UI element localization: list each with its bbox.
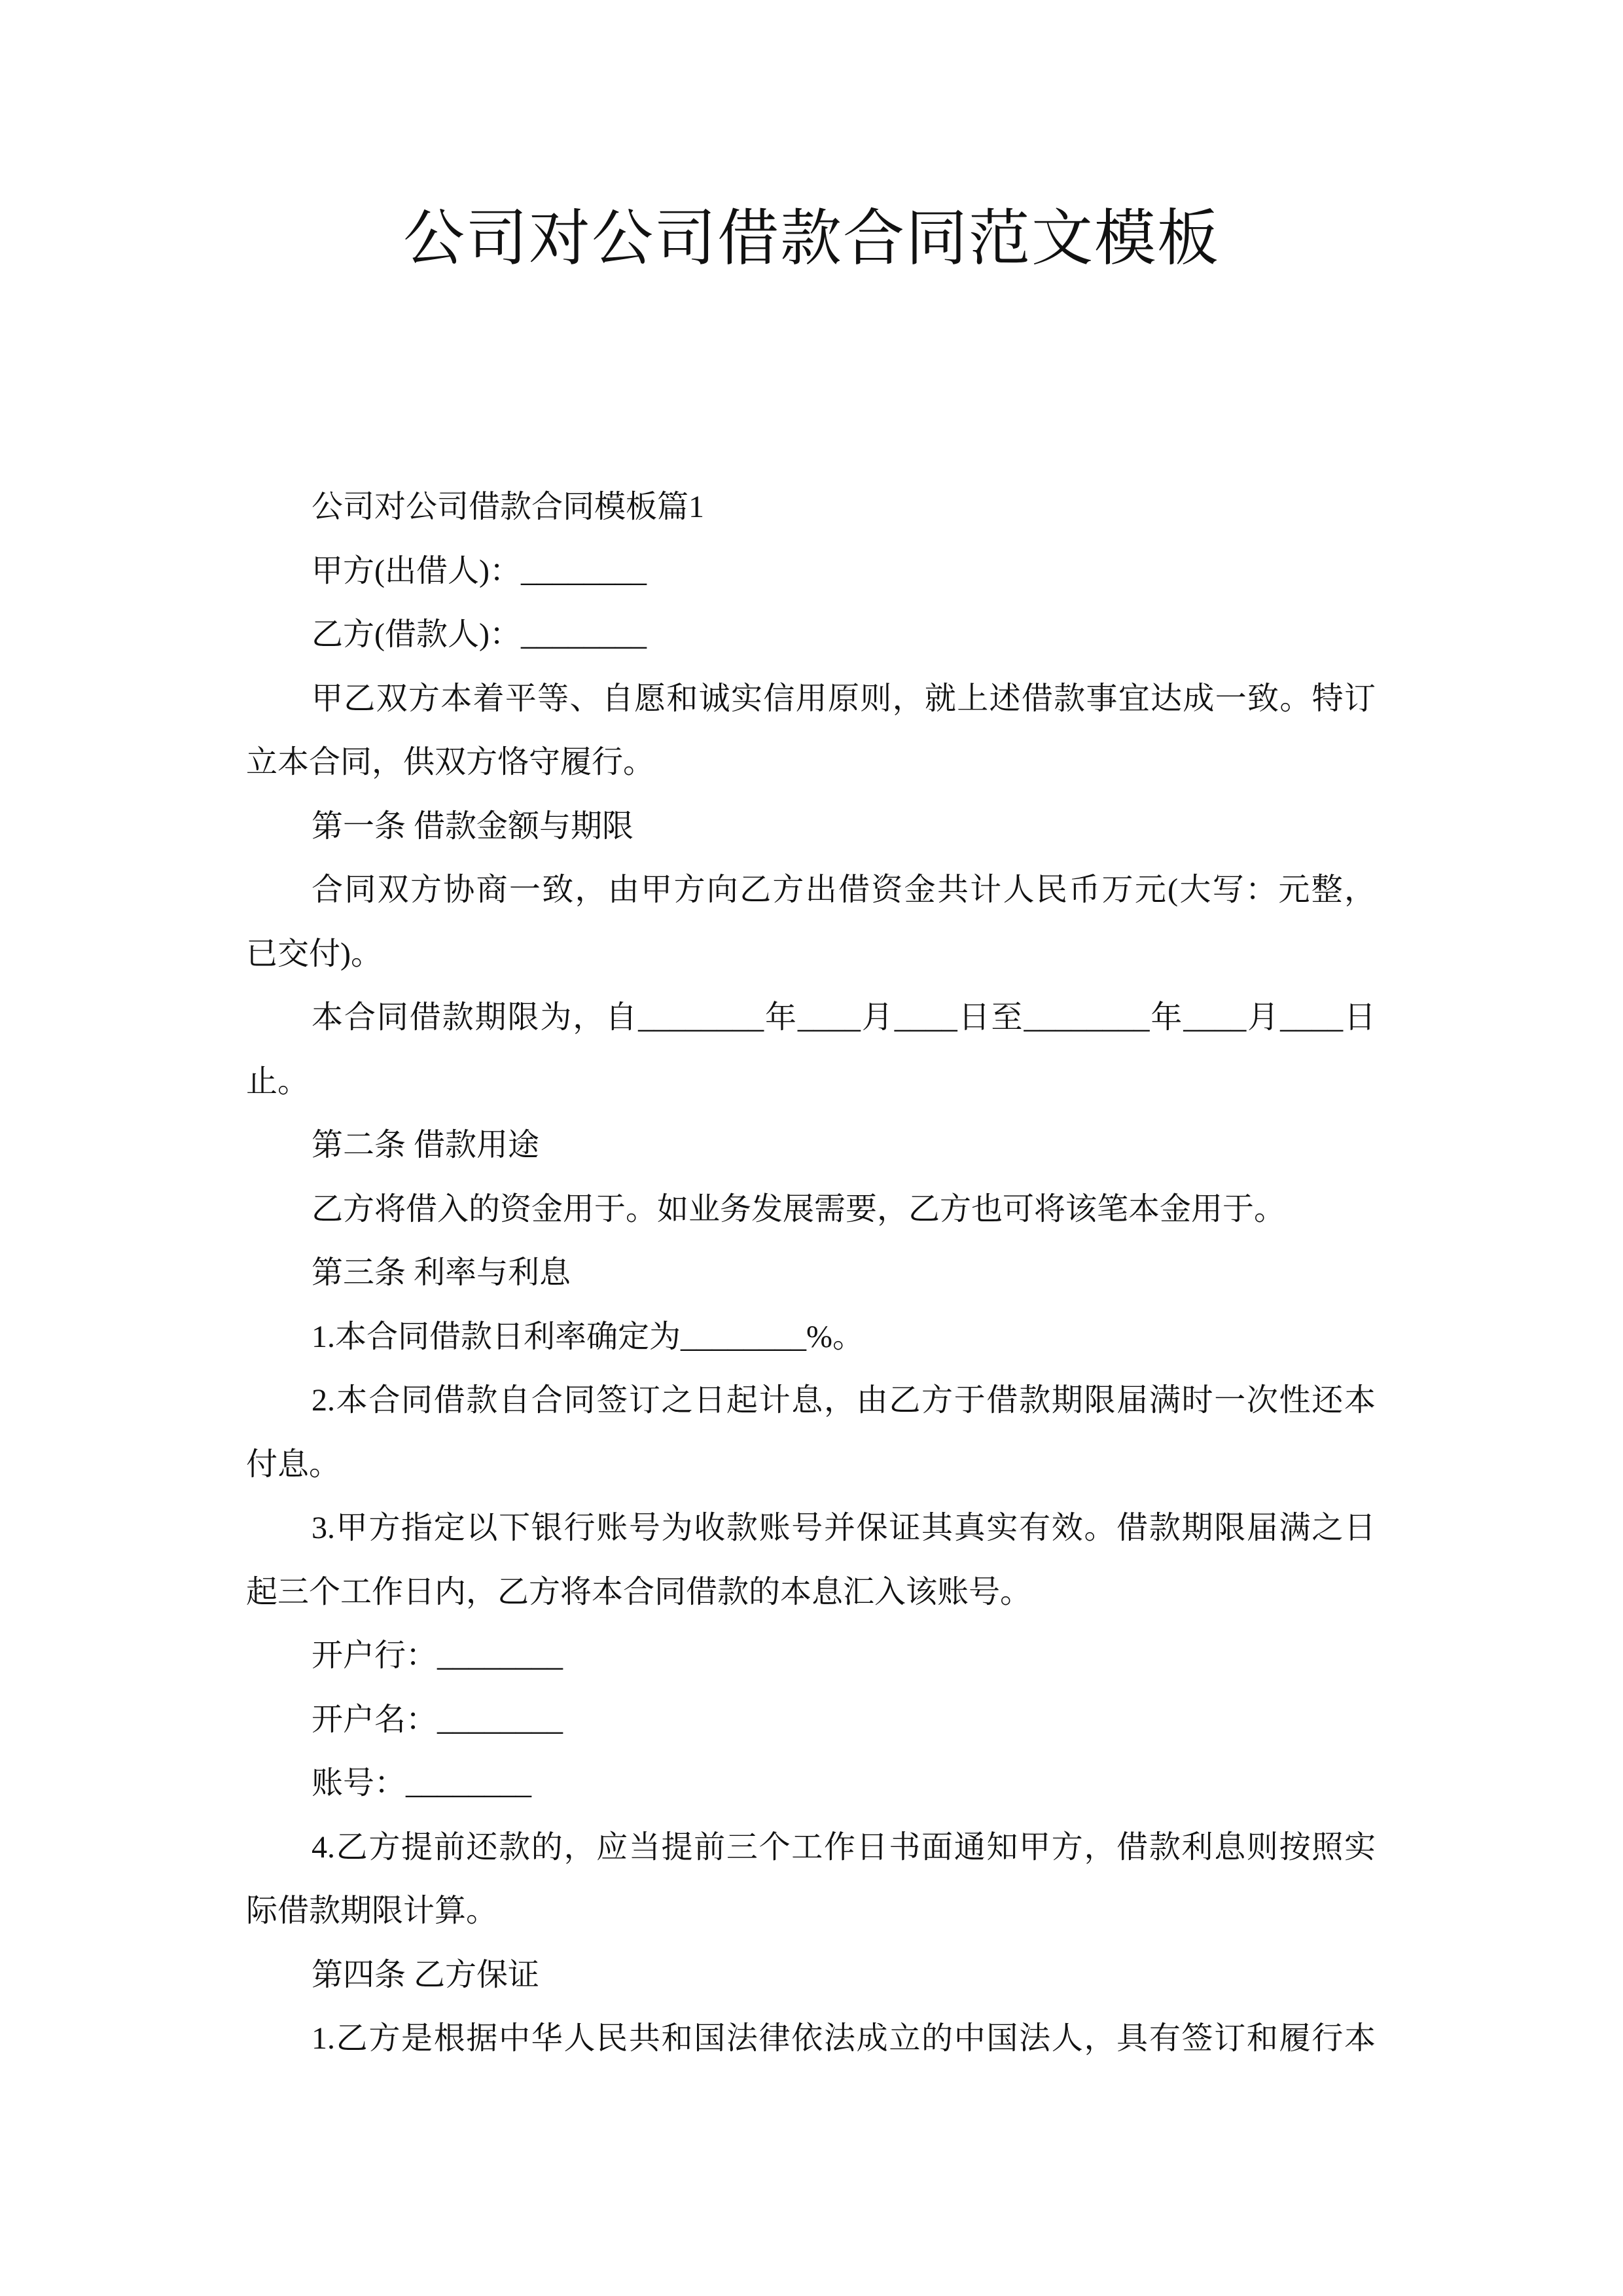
paragraph-line: 3.甲方指定以下银行账号为收款账号并保证其真实有效。借款期限届满之日 xyxy=(312,1511,1376,1545)
paragraph-line: 际借款期限计算。 xyxy=(246,1893,498,1928)
paragraph-line: 已交付)。 xyxy=(246,936,382,971)
article-heading: 第四条 乙方保证 xyxy=(312,1957,540,1992)
section-heading: 公司对公司借款合同模板篇1 xyxy=(312,490,705,524)
paragraph-line: 付息。 xyxy=(246,1446,341,1482)
paragraph-line: 甲乙双方本着平等、自愿和诚实信用原则，就上述借款事宜达成一致。特订 xyxy=(312,681,1376,716)
document-title: 公司对公司借款合同范文模板 xyxy=(402,205,1220,273)
paragraph-line: 立本合同，供双方恪守履行。 xyxy=(246,745,655,780)
paragraph-line: 起三个工作日内，乙方将本合同借款的本息汇入该账号。 xyxy=(246,1574,1032,1609)
paragraph-line: 乙方将借入的资金用于。如业务发展需要，乙方也可将该笔本金用于。 xyxy=(312,1191,1286,1227)
paragraph-line: 本合同借款期限为，自________年____月____日至________年____月____日 xyxy=(312,1000,1376,1035)
article-heading: 第一条 借款金额与期限 xyxy=(312,808,634,844)
party-b-field: 乙方(借款人)：________ xyxy=(312,617,647,652)
article-heading: 第三条 利率与利息 xyxy=(312,1255,571,1290)
paragraph-line: 4.乙方提前还款的，应当提前三个工作日书面通知甲方，借款利息则按照实 xyxy=(312,1829,1376,1865)
account-number-field: 账号：________ xyxy=(312,1766,532,1801)
paragraph-line: 止。 xyxy=(246,1064,310,1099)
bank-field: 开户行：________ xyxy=(312,1638,563,1673)
paragraph-line: 2.本合同借款自合同签订之日起计息，由乙方于借款期限届满时一次性还本 xyxy=(312,1383,1376,1418)
paragraph-line: 1.本合同借款日利率确定为________%。 xyxy=(312,1319,864,1354)
paragraph-line: 合同双方协商一致，由甲方向乙方出借资金共计人民币万元(大写：元整， xyxy=(312,872,1376,907)
document-body xyxy=(246,475,1376,2071)
party-a-field: 甲方(出借人)：________ xyxy=(312,553,647,588)
article-heading: 第二条 借款用途 xyxy=(312,1128,540,1162)
paragraph-line: 1.乙方是根据中华人民共和国法律依法成立的中国法人，具有签订和履行本 xyxy=(312,2021,1376,2056)
account-name-field: 开户名：________ xyxy=(312,1702,563,1737)
